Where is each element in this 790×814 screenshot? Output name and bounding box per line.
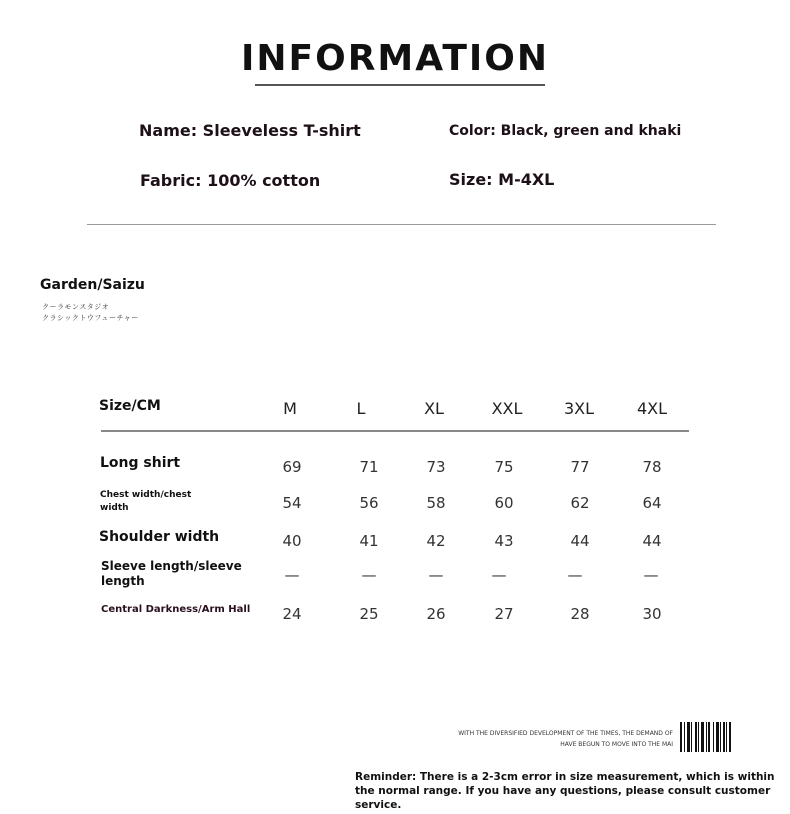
table-cell: 24 bbox=[282, 605, 302, 623]
section-divider bbox=[87, 224, 716, 225]
footer-tagline-2: HAVE BEGUN TO MOVE INTO THE MAI bbox=[560, 741, 673, 748]
table-cell: 58 bbox=[426, 494, 446, 512]
row-label-shoulder-width: Shoulder width bbox=[99, 529, 220, 545]
table-cell: 71 bbox=[359, 458, 379, 476]
table-cell: 41 bbox=[359, 532, 379, 550]
table-cell: — bbox=[361, 566, 377, 584]
size-header-m: M bbox=[283, 399, 297, 418]
title-underline bbox=[255, 84, 545, 86]
product-color: Color: Black, green and khaki bbox=[449, 123, 682, 139]
brand-name: Garden/Saizu bbox=[40, 277, 145, 293]
table-cell: 25 bbox=[359, 605, 379, 623]
table-cell: — bbox=[567, 566, 583, 584]
table-cell: 64 bbox=[642, 494, 662, 512]
table-cell: 27 bbox=[494, 605, 514, 623]
table-cell: 43 bbox=[494, 532, 514, 550]
table-cell: 42 bbox=[426, 532, 446, 550]
table-cell: 40 bbox=[282, 532, 302, 550]
brand-jp-line-1: クーラモンスタジオ bbox=[42, 303, 110, 311]
row-label-sleeve-length: Sleeve length/sleeve length bbox=[101, 559, 242, 588]
brand-jp-line-2: クラシックトウフューチャー bbox=[42, 314, 139, 322]
table-cell: 30 bbox=[642, 605, 662, 623]
table-cell: 62 bbox=[570, 494, 590, 512]
table-cell: — bbox=[491, 566, 507, 584]
row-label-chest-width: Chest width/chest width bbox=[100, 490, 192, 513]
product-name: Name: Sleeveless T-shirt bbox=[139, 121, 361, 140]
table-cell: 44 bbox=[570, 532, 590, 550]
table-cell: 78 bbox=[642, 458, 662, 476]
page-title: INFORMATION bbox=[240, 38, 549, 79]
reminder-note: Reminder: There is a 2-3cm error in size measurement, which is within the normal range. If you have any questions, please consult customer service. bbox=[355, 771, 775, 811]
table-cell: — bbox=[643, 566, 659, 584]
table-cell: 69 bbox=[282, 458, 302, 476]
row-label-armhole: Central Darkness/Arm Hall bbox=[101, 604, 251, 615]
footer-tagline-1: WITH THE DIVERSIFIED DEVELOPMENT OF THE TIMES, THE DEMAND OF bbox=[458, 730, 673, 737]
table-cell: 73 bbox=[426, 458, 446, 476]
table-cell: — bbox=[284, 566, 300, 584]
size-header-label: Size/CM bbox=[99, 398, 161, 414]
table-cell: 28 bbox=[570, 605, 590, 623]
table-cell: 44 bbox=[642, 532, 662, 550]
product-fabric: Fabric: 100% cotton bbox=[140, 171, 321, 190]
table-cell: 60 bbox=[494, 494, 514, 512]
table-cell: 54 bbox=[282, 494, 302, 512]
size-header-4xl: 4XL bbox=[636, 399, 668, 418]
table-cell: 56 bbox=[359, 494, 379, 512]
size-header-xxl: XXL bbox=[491, 399, 523, 418]
table-cell: 77 bbox=[570, 458, 590, 476]
table-cell: 75 bbox=[494, 458, 514, 476]
size-header-xl: XL bbox=[424, 399, 444, 418]
size-header-3xl: 3XL bbox=[563, 399, 595, 418]
product-size-range: Size: M-4XL bbox=[449, 170, 555, 189]
table-cell: — bbox=[428, 566, 444, 584]
table-cell: 26 bbox=[426, 605, 446, 623]
table-header-rule bbox=[101, 430, 689, 432]
row-label-long-shirt: Long shirt bbox=[100, 455, 181, 471]
size-header-l: L bbox=[356, 399, 366, 418]
barcode-icon bbox=[680, 722, 736, 752]
